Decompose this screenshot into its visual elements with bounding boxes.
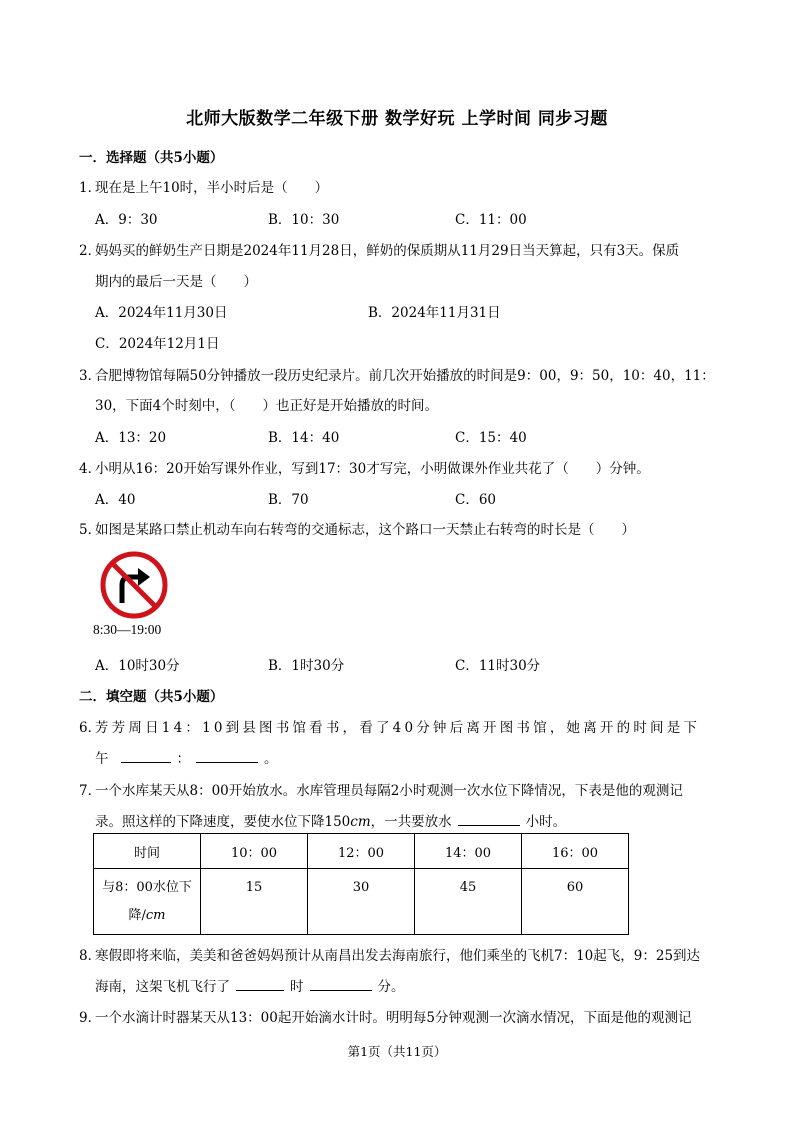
question-8-prefix: 海南，这架飞机飞行了 <box>95 979 230 995</box>
table-row <box>94 869 629 935</box>
table-row <box>94 834 629 869</box>
question-6-prefix: 午 <box>95 751 109 767</box>
question-8-text-line1: 寒假即将来临，美美和爸爸妈妈预计从南昌出发去海南旅行，他们乘坐的飞机7：10起飞，9：25到达 <box>95 948 701 964</box>
sign-time-caption: 8:30—19:00 <box>93 622 162 637</box>
row-label-line2: 降/ <box>128 907 146 923</box>
question-number: 6． <box>79 720 102 736</box>
question-2-text-line2: 期内的最后一天是（ ） <box>95 274 257 290</box>
question-6-suffix: 。 <box>264 751 278 767</box>
question-number: 8． <box>79 948 102 964</box>
question-number: 5． <box>79 522 102 538</box>
section-heading-choice: 一．选择题（共5小题） <box>79 150 224 166</box>
table-value-cell: 45 <box>415 869 522 935</box>
answer-blank-minutes[interactable] <box>310 976 372 991</box>
question-number: 4． <box>79 461 102 477</box>
question-number: 3． <box>79 368 102 384</box>
no-right-turn-sign-icon <box>100 551 168 619</box>
question-4-option-b: B．70 <box>268 492 309 508</box>
observation-table <box>93 833 629 935</box>
question-3-option-c: C．15：40 <box>455 430 527 446</box>
question-2-option-a: A．2024年11月30日 <box>95 305 228 321</box>
question-6-text-line1: 芳芳周日14：10到县图书馆看书，看了40分钟后离开图书馆，她离开的时间是下 <box>95 720 701 736</box>
question-1-option-a: A．9：30 <box>95 212 158 228</box>
question-1-text: 现在是上午10时，半小时后是（ ） <box>95 180 329 196</box>
question-number: 2． <box>79 243 102 259</box>
question-1-option-c: C．11：00 <box>455 212 527 228</box>
answer-blank-minute[interactable] <box>196 748 258 763</box>
question-8-mid: 时 <box>290 979 304 995</box>
question-5-option-c: C．11时30分 <box>455 658 541 674</box>
question-7-text-line2 <box>95 810 566 830</box>
answer-blank-hours[interactable] <box>458 811 520 826</box>
table-value-cell: 30 <box>308 869 415 935</box>
row-label-line1: 与8：00水位下 <box>102 879 192 895</box>
question-5-option-a: A．10时30分 <box>95 658 180 674</box>
table-row-label <box>94 869 201 935</box>
question-8-suffix: 分。 <box>377 979 405 995</box>
question-1-option-b: B．10：30 <box>268 212 340 228</box>
question-7-text-line1: 一个水库某天从8：00开始放水。水库管理员每隔2小时观测一次水位下降情况，下表是他的观测记 <box>95 783 683 799</box>
table-time-cell: 12：00 <box>308 834 415 869</box>
question-4-text: 小明从16：20开始写课外作业，写到17：30才写完，小明做课外作业共花了（ ）分钟。 <box>95 461 650 477</box>
question-number: 9． <box>79 1010 102 1026</box>
answer-blank-hours[interactable] <box>236 976 284 991</box>
question-7-prefix: 录。照这样的下降速度，要使水位下降150 <box>95 814 351 830</box>
table-value-cell: 60 <box>522 869 629 935</box>
question-number: 7． <box>79 783 102 799</box>
section-heading-fill: 二．填空题（共5小题） <box>79 689 224 705</box>
page-footer: 第1页（共11页） <box>347 1044 447 1059</box>
table-time-cell: 10：00 <box>201 834 308 869</box>
question-6-text-line2 <box>95 747 278 767</box>
question-number: 1． <box>79 180 102 196</box>
question-3-option-b: B．14：40 <box>268 430 340 446</box>
unit-cm: cm <box>145 907 166 923</box>
question-5-option-b: B．1时30分 <box>268 658 345 674</box>
question-5-text: 如图是某路口禁止机动车向右转弯的交通标志，这个路口一天禁止右转弯的时长是（ ） <box>95 522 635 538</box>
question-2-option-c: C．2024年12月1日 <box>95 336 220 352</box>
question-2-text-line1: 妈妈买的鲜奶生产日期是2024年11月28日，鲜奶的保质期从11月29日当天算起，只有3天。保质 <box>95 243 680 259</box>
question-4-option-a: A．40 <box>95 492 136 508</box>
table-header-label: 时间 <box>94 834 201 869</box>
question-8-text-line2 <box>95 975 405 995</box>
question-7-mid: ，一共要放水 <box>370 814 452 830</box>
question-2-option-b: B．2024年11月31日 <box>368 305 501 321</box>
question-9-text-line1: 一个水滴计时器某天从13：00起开始滴水计时。明明每5分钟观测一次滴水情况，下面是他的观测记 <box>95 1010 692 1026</box>
question-6-colon: ： <box>176 751 190 767</box>
table-time-cell: 16：00 <box>522 834 629 869</box>
question-3-text-line1: 合肥博物馆每隔50分钟播放一段历史纪录片。前几次开始播放的时间是9：00，9：50，10：40，11： <box>95 368 715 384</box>
question-3-text-line2: 30，下面4个时刻中，（ ）也正好是开始播放的时间。 <box>95 398 439 414</box>
unit-cm: cm <box>350 814 371 830</box>
table-value-cell: 15 <box>201 869 308 935</box>
answer-blank-hour[interactable] <box>121 748 171 763</box>
question-7-suffix: 小时。 <box>525 814 567 830</box>
question-4-option-c: C．60 <box>455 492 497 508</box>
page-title: 北师大版数学二年级下册 数学好玩 上学时间 同步习题 <box>186 109 608 129</box>
question-3-option-a: A．13：20 <box>95 430 167 446</box>
table-time-cell: 14：00 <box>415 834 522 869</box>
